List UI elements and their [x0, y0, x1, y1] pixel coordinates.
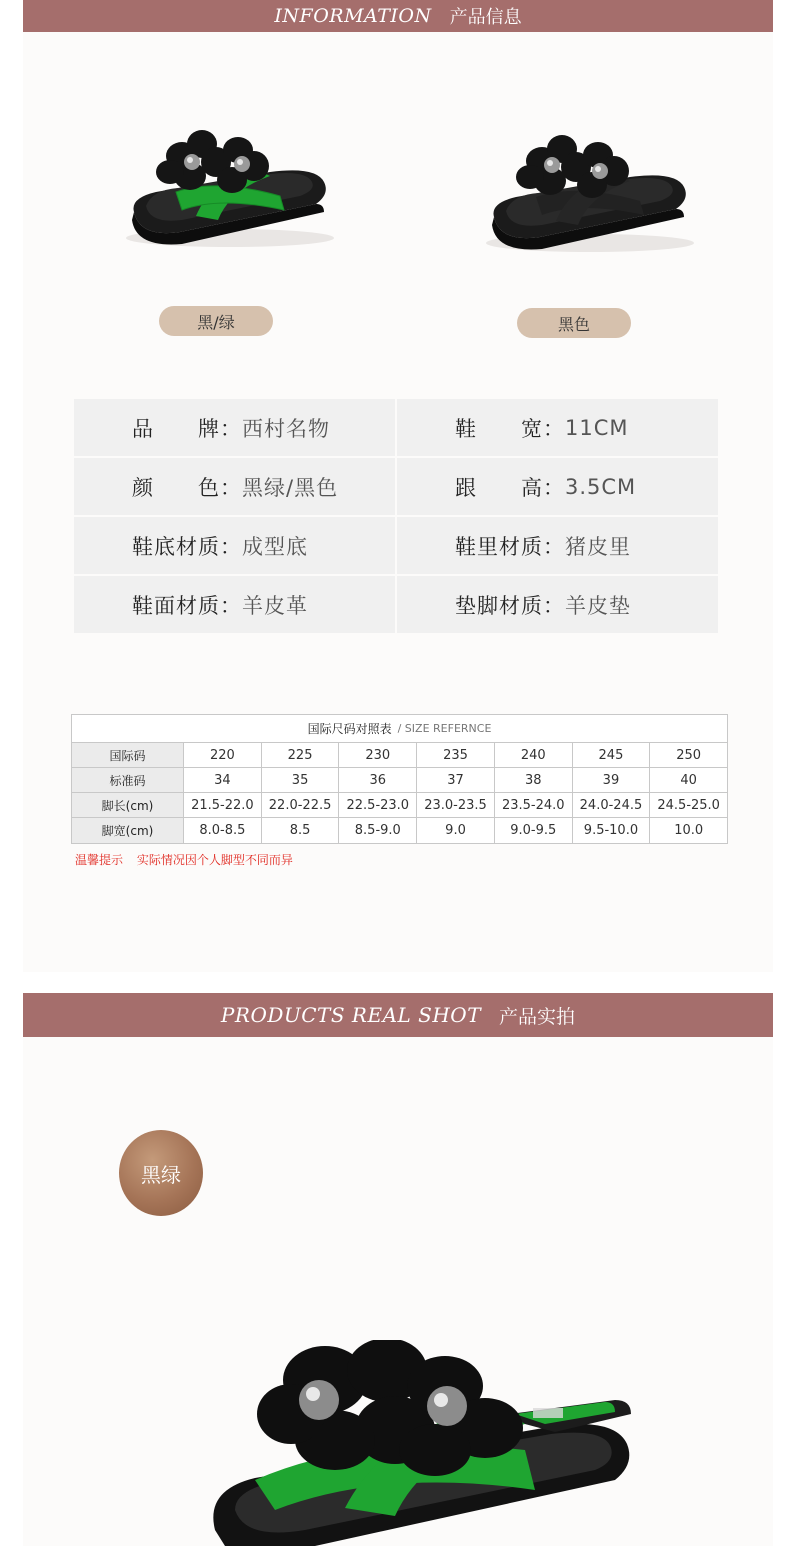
spec-row — [74, 576, 718, 633]
size-chart-cell: 21.5-22.0 — [184, 793, 262, 817]
spec-table — [74, 399, 718, 635]
size-chart-cell: 235 — [417, 743, 495, 767]
color-option-black[interactable]: 黑色 — [517, 308, 631, 338]
size-chart-row-header: 脚宽(cm) — [72, 818, 184, 843]
spec-cell-sole-material: 鞋底材质： 成型底 — [74, 517, 395, 574]
size-chart-cell: 225 — [262, 743, 340, 767]
size-tip — [75, 851, 293, 868]
color-label-circle: 黑绿 — [119, 1130, 203, 1216]
size-chart-cell: 9.0-9.5 — [495, 818, 573, 843]
size-chart-cell: 220 — [184, 743, 262, 767]
size-chart-cell: 24.5-25.0 — [657, 797, 720, 813]
size-chart-cell: 40 — [680, 772, 697, 788]
size-chart — [71, 714, 728, 844]
spec-cell-upper-material: 鞋面材质： 羊皮革 — [74, 576, 395, 633]
tip-label: 温馨提示 — [75, 853, 124, 867]
size-chart-cell: 39 — [573, 768, 651, 792]
sandal-black-green-photo — [195, 1340, 635, 1546]
size-chart-cell: 8.5-9.0 — [339, 818, 417, 843]
size-chart-row — [72, 768, 727, 793]
spec-cell-heel-height: 跟 高： 3.5CM — [397, 458, 718, 515]
size-chart-cell: 250 — [676, 747, 702, 763]
size-chart-cell: 23.5-24.0 — [495, 793, 573, 817]
products-real-shot-banner — [23, 993, 773, 1037]
banner-title-cn: 产品实拍 — [499, 1005, 576, 1028]
banner-title-cn: 产品信息 — [449, 7, 522, 28]
spec-cell-insole-material: 垫脚材质： 羊皮垫 — [397, 576, 718, 633]
banner-title-en: INFORMATION — [274, 5, 432, 27]
color-option-black-green[interactable]: 黑/绿 — [159, 306, 273, 336]
spec-row — [74, 517, 718, 574]
spec-cell-color: 颜 色： 黑绿/黑色 — [74, 458, 395, 515]
size-chart-cell: 9.5-10.0 — [573, 818, 651, 843]
size-chart-cell: 37 — [417, 768, 495, 792]
banner-title-en: PRODUCTS REAL SHOT — [220, 1003, 482, 1027]
spec-cell-shoe-width: 鞋 宽： 11CM — [397, 399, 718, 456]
size-chart-cell: 230 — [339, 743, 417, 767]
size-chart-row — [72, 818, 727, 843]
tip-text: 实际情况因个人脚型不同而异 — [136, 853, 293, 867]
size-chart-row-header: 标准码 — [72, 768, 184, 792]
size-chart-rows — [72, 743, 727, 843]
size-chart-cell: 38 — [495, 768, 573, 792]
size-chart-cell: 245 — [573, 743, 651, 767]
size-chart-row — [72, 793, 727, 818]
size-chart-title: 国际尺码对照表 / SIZE REFERNCE — [72, 715, 727, 743]
size-chart-cell: 34 — [184, 768, 262, 792]
size-chart-row — [72, 743, 727, 768]
size-chart-cell: 8.0-8.5 — [184, 818, 262, 843]
size-chart-cell: 36 — [339, 768, 417, 792]
size-chart-cell: 10.0 — [674, 823, 704, 838]
size-chart-cell: 22.5-23.0 — [339, 793, 417, 817]
spec-cell-lining-material: 鞋里材质： 猪皮里 — [397, 517, 718, 574]
sandal-black-green-image — [120, 120, 340, 260]
size-chart-cell: 8.5 — [262, 818, 340, 843]
spec-row — [74, 458, 718, 515]
spec-cell-brand: 品 牌： 西村名物 — [74, 399, 395, 456]
spec-row — [74, 399, 718, 456]
size-chart-row-header: 脚长(cm) — [72, 793, 184, 817]
size-chart-cell: 24.0-24.5 — [573, 793, 651, 817]
sandal-black-image — [480, 125, 700, 265]
size-chart-cell: 9.0 — [417, 818, 495, 843]
size-chart-row-header: 国际码 — [72, 743, 184, 767]
size-chart-cell: 240 — [495, 743, 573, 767]
size-chart-cell: 22.0-22.5 — [262, 793, 340, 817]
size-chart-cell: 23.0-23.5 — [417, 793, 495, 817]
information-banner — [23, 0, 773, 32]
size-chart-cell: 35 — [262, 768, 340, 792]
